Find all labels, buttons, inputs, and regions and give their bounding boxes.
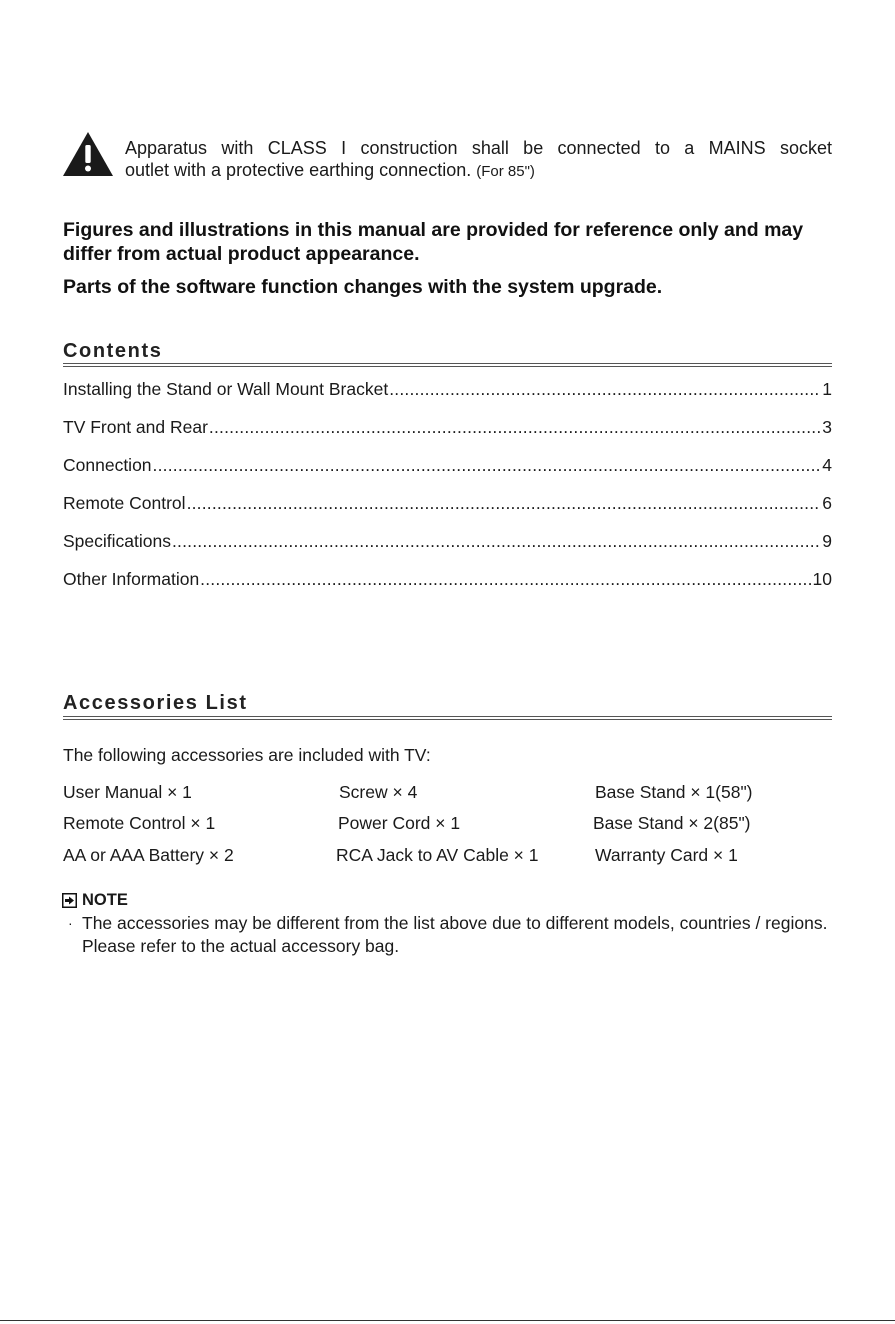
warning-text <box>125 137 832 183</box>
toc-item-front-rear[interactable] <box>63 415 832 453</box>
warning-size-note: (For 85") <box>476 163 535 180</box>
toc-item-title: Specifications <box>63 531 171 551</box>
accessories-intro: The following accessories are included with TV: <box>63 745 431 765</box>
note-text-content: The accessories may be different from the list above due to different models, countries / regions. Please refer to the actual accessory bag. <box>82 913 828 956</box>
disclaimer-figures: Figures and illustrations in this manual are provided for reference only and may differ from actual product appearance. <box>63 219 804 265</box>
toc-item-other-information[interactable] <box>63 567 832 605</box>
toc-item-title: Installing the Stand or Wall Mount Bracket <box>63 379 389 399</box>
toc-item-page: 3 <box>822 417 832 437</box>
disclaimer-software: Parts of the software function changes with the system upgrade. <box>63 276 663 298</box>
toc-item-connection[interactable] <box>63 453 832 491</box>
note-bullet: · <box>68 915 73 931</box>
toc-dot-leader <box>187 491 822 515</box>
toc-item-remote-control[interactable] <box>63 491 832 529</box>
toc-item-title: Remote Control <box>63 493 186 513</box>
accessory-item: Power Cord × 1 <box>338 813 461 833</box>
toc-item-stand[interactable] <box>63 377 832 415</box>
note-arrow-icon <box>62 893 77 908</box>
toc-dot-leader <box>200 567 811 591</box>
page-bottom-rule <box>0 1320 895 1321</box>
toc-item-page: 4 <box>822 455 832 475</box>
accessory-item: Base Stand × 1(58") <box>595 782 753 802</box>
warning-line-1: Apparatus with CLASS I construction shall be connected to a MAINS socket <box>125 138 832 158</box>
toc-item-title: Connection <box>63 455 152 475</box>
toc-item-page: 10 <box>812 569 832 589</box>
accessory-item: Screw × 4 <box>339 782 418 802</box>
accessory-item: RCA Jack to AV Cable × 1 <box>336 845 539 865</box>
accessory-item: Base Stand × 2(85") <box>593 813 751 833</box>
toc-item-title: Other Information <box>63 569 200 589</box>
warning-line-2-text: outlet with a protective earthing connection. <box>125 160 472 180</box>
toc-item-title: TV Front and Rear <box>63 417 208 437</box>
accessory-item: Remote Control × 1 <box>63 813 216 833</box>
toc-dot-leader <box>209 415 821 439</box>
toc-item-specifications[interactable] <box>63 529 832 567</box>
table-of-contents <box>63 377 832 605</box>
accessories-heading: Accessories List <box>63 692 248 714</box>
note-block <box>62 890 837 958</box>
contents-divider <box>63 363 832 367</box>
accessory-item: AA or AAA Battery × 2 <box>63 845 234 865</box>
note-label: NOTE <box>82 891 128 909</box>
accessory-item: Warranty Card × 1 <box>595 845 738 865</box>
accessories-divider <box>63 716 832 720</box>
toc-dot-leader <box>172 529 821 553</box>
accessory-item: User Manual × 1 <box>63 782 192 802</box>
toc-dot-leader <box>153 453 822 477</box>
toc-dot-leader <box>389 377 821 401</box>
toc-item-page: 6 <box>822 493 832 513</box>
contents-heading: Contents <box>63 340 163 362</box>
note-header <box>62 890 837 910</box>
toc-item-page: 9 <box>822 531 832 551</box>
note-text <box>62 912 837 958</box>
warning-line-2 <box>125 159 832 183</box>
warning-block <box>62 128 832 188</box>
accessories-grid <box>63 780 833 880</box>
toc-item-page: 1 <box>822 379 832 399</box>
warning-triangle-icon <box>62 131 114 177</box>
